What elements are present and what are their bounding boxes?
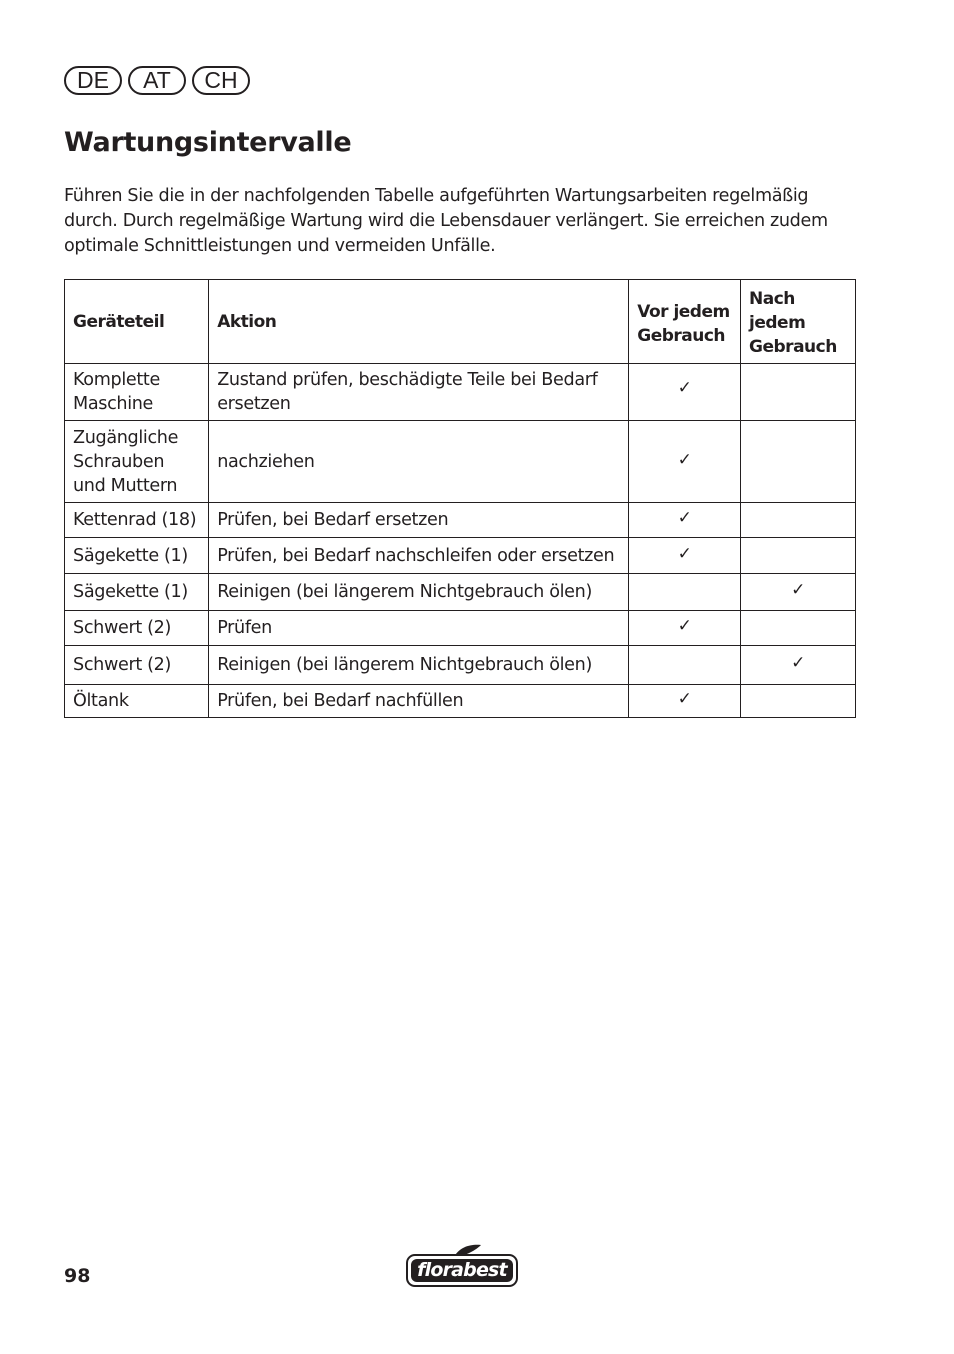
cell-action: Reinigen (bei längerem Nichtgebrauch ölen) [209, 574, 629, 611]
language-badges [64, 66, 250, 95]
cell-after-use [741, 421, 856, 503]
table-header-row [65, 280, 856, 364]
header-part: Geräteteil [65, 280, 209, 364]
check-icon: ✓ [629, 503, 741, 538]
cell-after-use [741, 538, 856, 574]
maintenance-table [64, 279, 856, 718]
table-row [65, 538, 856, 574]
cell-after-use [741, 364, 856, 421]
cell-action: Zustand prüfen, beschädigte Teile bei Bedarf ersetzen [209, 364, 629, 421]
cell-action: nachziehen [209, 421, 629, 503]
language-badge-de: DE [64, 66, 122, 95]
header-action: Aktion [209, 280, 629, 364]
cell-before-use [629, 574, 741, 611]
table-row [65, 646, 856, 685]
cell-after-use [741, 685, 856, 718]
table-row [65, 364, 856, 421]
cell-action: Prüfen [209, 611, 629, 646]
intro-paragraph: Führen Sie die in der nachfolgenden Tabelle aufgeführten Wartungsarbeiten regelmäßig durch. Durch regelmäßige Wartung wird die Lebensdauer verlängert. Sie erreichen zudem optimale Schnittleistungen und vermeiden Unfälle. [64, 186, 828, 256]
check-icon: ✓ [629, 611, 741, 646]
page-number: 98 [64, 1265, 91, 1287]
cell-part: Schwert (2) [65, 611, 209, 646]
cell-part: Sägekette (1) [65, 574, 209, 611]
logo-frame [406, 1254, 518, 1287]
cell-part: Komplette Maschine [65, 364, 209, 421]
check-icon: ✓ [629, 538, 741, 574]
check-icon: ✓ [629, 685, 741, 718]
cell-after-use [741, 611, 856, 646]
cell-action: Prüfen, bei Bedarf ersetzen [209, 503, 629, 538]
cell-action: Prüfen, bei Bedarf nachschleifen oder ersetzen [209, 538, 629, 574]
check-icon: ✓ [629, 421, 741, 503]
cell-part: Schwert (2) [65, 646, 209, 685]
language-badge-ch: CH [192, 66, 250, 95]
logo-background [411, 1259, 513, 1282]
cell-action: Prüfen, bei Bedarf nachfüllen [209, 685, 629, 718]
page-title: Wartungsintervalle [64, 127, 352, 158]
cell-before-use [629, 646, 741, 685]
header-after-use: Nach jedem Gebrauch [741, 280, 856, 364]
cell-after-use [741, 503, 856, 538]
cell-part: Kettenrad (18) [65, 503, 209, 538]
table-row [65, 503, 856, 538]
brand-name: florabest [417, 1258, 507, 1281]
florabest-logo [406, 1244, 518, 1288]
header-before-use: Vor jedem Gebrauch [629, 280, 741, 364]
cell-part: Sägekette (1) [65, 538, 209, 574]
language-badge-at: AT [128, 66, 186, 95]
table-row [65, 685, 856, 718]
check-icon: ✓ [741, 574, 856, 611]
check-icon: ✓ [741, 646, 856, 685]
cell-action: Reinigen (bei längerem Nichtgebrauch ölen) [209, 646, 629, 685]
table-row [65, 574, 856, 611]
table-row [65, 611, 856, 646]
check-icon: ✓ [629, 364, 741, 421]
table-row [65, 421, 856, 503]
cell-part: Zugängliche Schrauben und Muttern [65, 421, 209, 503]
cell-part: Öltank [65, 685, 209, 718]
